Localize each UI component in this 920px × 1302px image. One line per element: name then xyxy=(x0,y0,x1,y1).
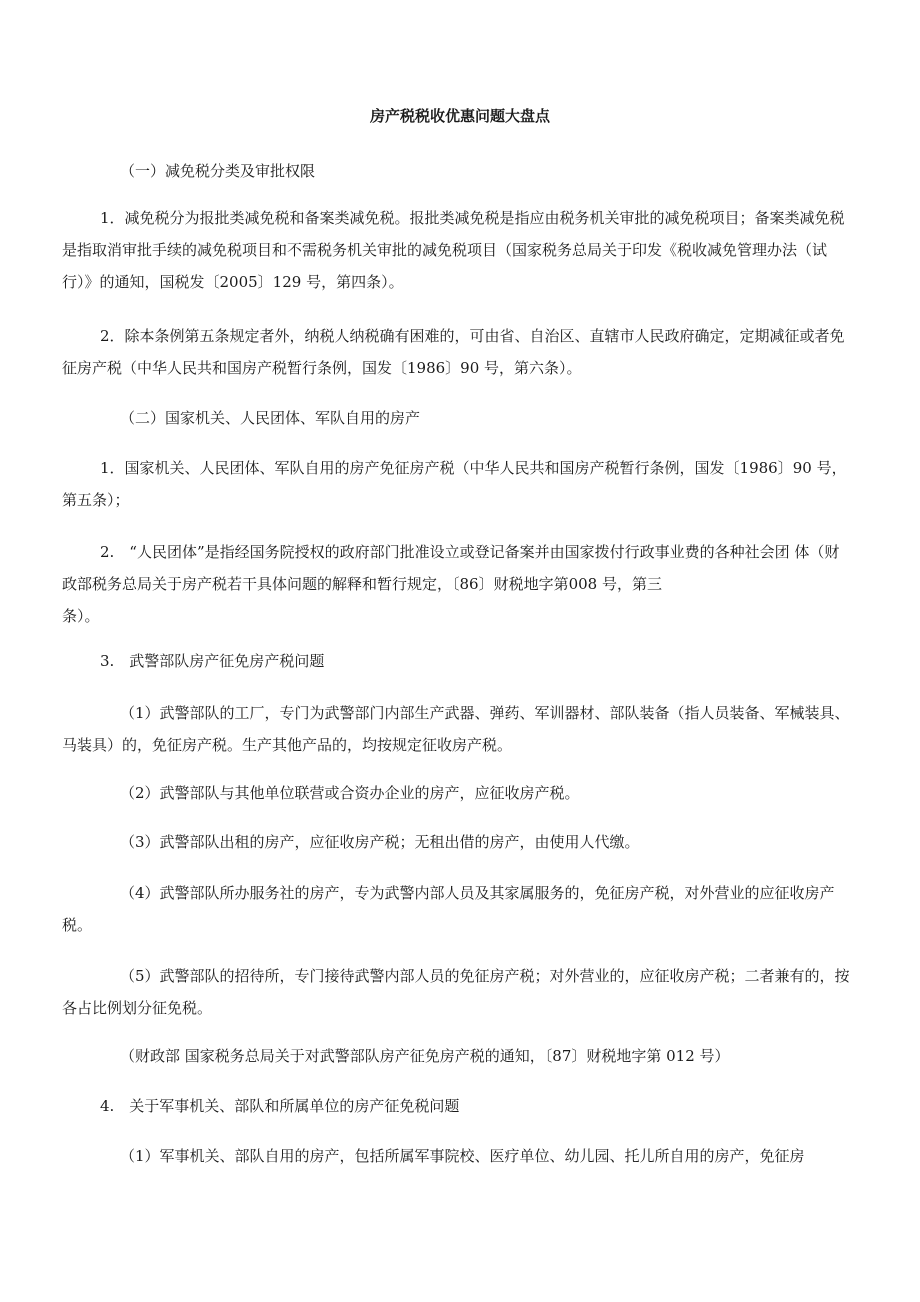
paragraph: 2．除本条例第五条规定者外，纳税人纳税确有困难的，可由省、自治区、直辖市人民政府确定，定期减征或者免征房产税（中华人民共和国房产税暂行条例，国发〔1986〕90 号，第六条）。 xyxy=(62,327,845,377)
paragraph: （4）武警部队所办服务社的房产，专为武警内部人员及其家属服务的，免征房产税，对外营业的应征收房产税。 xyxy=(62,884,835,934)
paragraph: （3）武警部队出租的房产，应征收房产税；无租出借的房产，由使用人代缴。 xyxy=(120,833,640,851)
paragraph: （2）武警部队与其他单位联营或合资办企业的房产，应征收房产税。 xyxy=(120,784,580,802)
paragraph: （1）军事机关、部队自用的房产，包括所属军事院校、医疗单位、幼儿园、托儿所自用的房产，免征房 xyxy=(120,1147,805,1165)
paragraph: 1．国家机关、人民团体、军队自用的房产免征房产税（中华人民共和国房产税暂行条例，国发〔1986〕90 号，第五条）； xyxy=(62,459,847,509)
paragraph: （1）武警部队的工厂，专门为武警部门内部生产武器、弹药、军训器材、部队装备（指人员装备、军械装具、马装具）的，免征房产税。生产其他产品的，均按规定征收房产税。 xyxy=(62,704,850,754)
section-heading-2: （二）国家机关、人民团体、军队自用的房产 xyxy=(120,409,421,427)
paragraph: 1．减免税分为报批类减免税和备案类减免税。报批类减免税是指应由税务机关审批的减免税项目；备案类减免税是指取消审批手续的减免税项目和不需税务机关审批的减免税项目（国家税务总局关于印发《税收减免管理办法（试行）》的通知，国税发〔2005〕129 号，第四条）。 xyxy=(62,209,845,291)
paragraph: （5）武警部队的招待所，专门接待武警内部人员的免征房产税；对外营业的，应征收房产税；二者兼有的，按各占比例划分征免税。 xyxy=(62,967,850,1017)
paragraph: 2. “人民团体”是指经国务院授权的政府部门批准设立或登记备案并由国家拨付行政事业费的各种社会团 体（财政部税务总局关于房产税若干具体问题的解释和暂行规定，〔86〕财税地字第008 号，第三 条）。 xyxy=(62,543,840,625)
paragraph: 4. 关于军事机关、部队和所属单位的房产征免税问题 xyxy=(100,1097,460,1115)
document-title: 房产税税收优惠问题大盘点 xyxy=(369,107,550,125)
section-heading-1: （一）减免税分类及审批权限 xyxy=(120,162,316,180)
paragraph: 3. 武警部队房产征免房产税问题 xyxy=(100,652,325,670)
citation-note: （财政部 国家税务总局关于对武警部队房产征免房产税的通知，〔87〕财税地字第 012 号） xyxy=(120,1047,730,1065)
